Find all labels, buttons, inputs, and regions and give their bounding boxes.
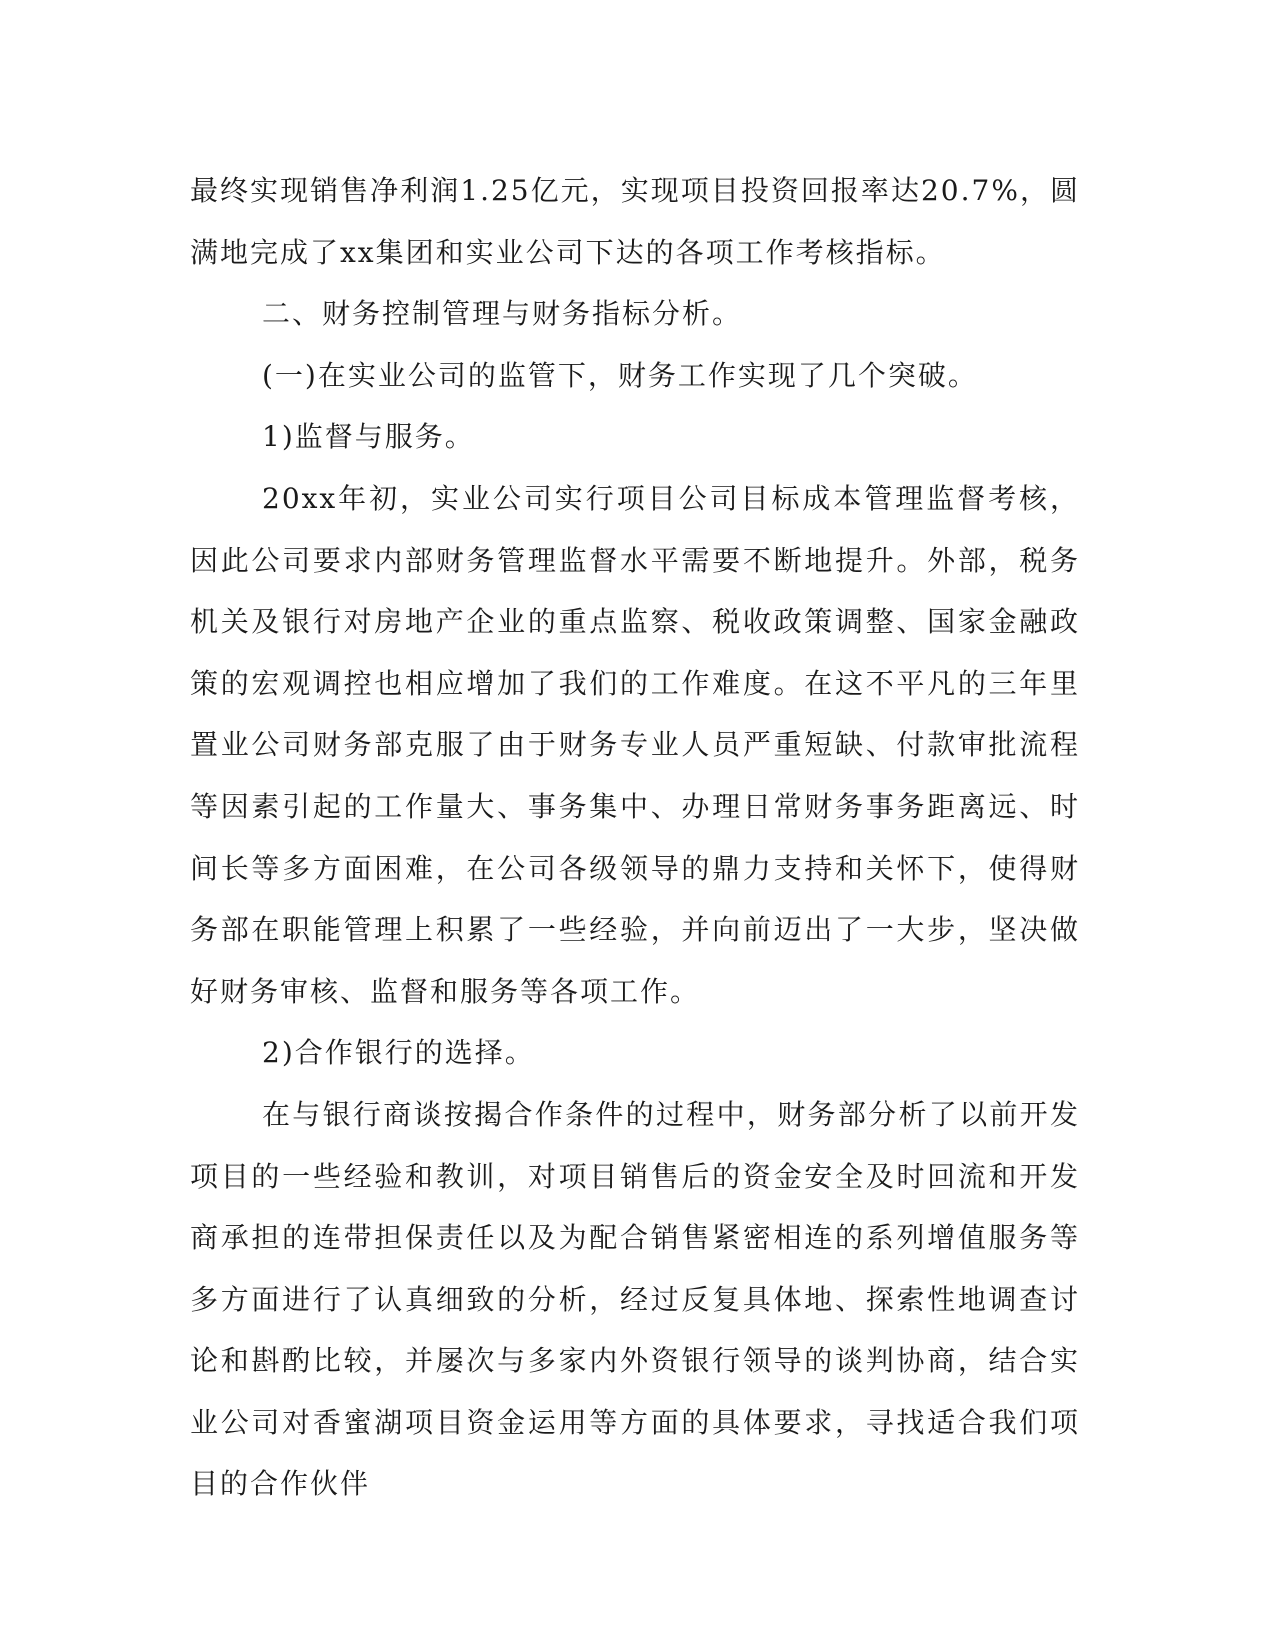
section-heading-financial-control: 二、财务控制管理与财务指标分析。 [262, 297, 743, 331]
document-body [190, 160, 1080, 1515]
paragraph-bank-selection: 在与银行商谈按揭合作条件的过程中，财务部分析了以前开发项目的一些经验和教训，对项目销售后的资金安全及时回流和开发商承担的连带担保责任以及为配合销售紧密相连的系列增值服务等多方面进行了认真细致的分析，经过反复具体地、探索性地调查讨论和斟酌比较，并屡次与多家内外资银行领导的谈判协商，结合实业公司对香蜜湖项目资金运用等方面的具体要求，寻找适合我们项目的合作伙伴 [190, 1097, 1080, 1501]
paragraph-closing-results: 最终实现销售净利润1.25亿元，实现项目投资回报率达20.7%，圆满地完成了xx集团和实业公司下达的各项工作考核指标。 [190, 174, 1080, 269]
paragraph-supervision-service: 20xx年初，实业公司实行项目公司目标成本管理监督考核，因此公司要求内部财务管理监督水平需要不断地提升。外部，税务机关及银行对房地产企业的重点监察、税收政策调整、国家金融政策的宏观调控也相应增加了我们的工作难度。在这不平凡的三年里置业公司财务部克服了由于财务专业人员严重短缺、付款审批流程等因素引起的工作量大、事务集中、办理日常财务事务距离远、时间长等多方面困难，在公司各级领导的鼎力支持和关怀下，使得财务部在职能管理上积累了一些经验，并向前迈出了一大步，坚决做好财务审核、监督和服务等各项工作。 [190, 481, 1080, 1008]
subsection-heading-breakthroughs: (一)在实业公司的监管下，财务工作实现了几个突破。 [262, 358, 978, 392]
item-heading-bank-selection: 2)合作银行的选择。 [262, 1036, 535, 1070]
item-heading-supervision-service: 1)监督与服务。 [262, 420, 475, 454]
